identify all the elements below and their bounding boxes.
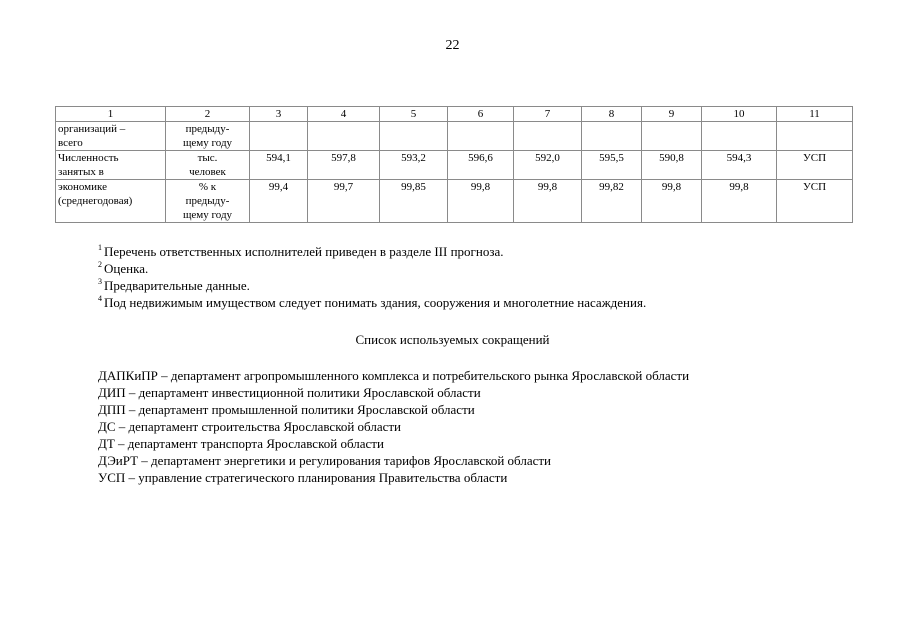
value-cell: 99,82 — [582, 180, 642, 223]
footnote-text: Перечень ответственных исполнителей приведен в разделе III прогноза. — [104, 244, 504, 259]
column-number: 7 — [514, 107, 582, 122]
indicator-name-line: (среднегодовая) — [58, 195, 133, 207]
abbreviation-item: ДПП – департамент промышленной политики Ярославской области — [98, 402, 475, 417]
value-cell: 99,85 — [380, 180, 448, 223]
abbreviation-item: ДС – департамент строительства Ярославской области — [98, 419, 402, 434]
footnote-mark: 4 — [98, 294, 102, 303]
abbreviation-item: ДЭиРТ – департамент энергетики и регулирования тарифов Ярославской области — [98, 453, 552, 468]
column-number: 2 — [166, 107, 250, 122]
footnote-mark: 1 — [98, 243, 102, 252]
value-cell — [380, 122, 448, 151]
unit-line: % к — [198, 181, 217, 193]
value-cell: 99,8 — [514, 180, 582, 223]
indicator-name-line: Численность — [58, 152, 119, 164]
footnote-text: Под недвижимым имуществом следует понимать здания, сооружения и многолетние насаждения. — [104, 295, 647, 310]
value-cell — [448, 122, 514, 151]
unit-line: щему году — [182, 137, 233, 149]
footnote-mark: 3 — [98, 277, 102, 286]
unit-line: щему году — [182, 209, 233, 221]
value-cell — [582, 122, 642, 151]
value-cell: 592,0 — [514, 151, 582, 180]
column-number: 1 — [56, 107, 166, 122]
value-cell — [308, 122, 380, 151]
responsible-cell — [777, 122, 853, 151]
value-cell: 594,1 — [250, 151, 308, 180]
column-number: 3 — [250, 107, 308, 122]
value-cell: 594,3 — [702, 151, 777, 180]
column-number: 9 — [642, 107, 702, 122]
table-header-row — [56, 107, 853, 122]
abbreviation-item: ДТ – департамент транспорта Ярославской области — [98, 436, 384, 451]
indicator-name-cell — [56, 122, 166, 151]
value-cell: 595,5 — [582, 151, 642, 180]
table-row — [56, 151, 853, 180]
footnote-mark: 2 — [98, 260, 102, 269]
column-number: 8 — [582, 107, 642, 122]
footnote-text: Предварительные данные. — [104, 278, 250, 293]
abbreviation-item: ДИП – департамент инвестиционной политики Ярославской области — [98, 385, 481, 400]
value-cell: 99,8 — [448, 180, 514, 223]
footnote — [98, 260, 646, 277]
abbreviations-title: Список используемых сокращений — [355, 332, 550, 347]
forecast-table — [55, 106, 853, 223]
value-cell: 99,4 — [250, 180, 308, 223]
abbreviations-list — [98, 367, 689, 486]
value-cell: 597,8 — [308, 151, 380, 180]
unit-cell — [166, 151, 250, 180]
abbreviation-item: УСП – управление стратегического планирования Правительства области — [98, 470, 508, 485]
abbreviation-item: ДАПКиПР – департамент агропромышленного комплекса и потребительского рынка Ярославской области — [98, 368, 690, 383]
value-cell — [702, 122, 777, 151]
indicator-name-line: организаций – — [58, 123, 126, 135]
unit-cell — [166, 180, 250, 223]
table-row — [56, 122, 853, 151]
value-cell: 590,8 — [642, 151, 702, 180]
value-cell — [642, 122, 702, 151]
responsible-cell: УСП — [777, 151, 853, 180]
unit-line: человек — [189, 166, 226, 178]
column-number: 5 — [380, 107, 448, 122]
unit-line: тыс. — [197, 152, 218, 164]
responsible-cell: УСП — [777, 180, 853, 223]
indicator-name-line: занятых в — [58, 166, 104, 178]
column-number: 11 — [777, 107, 853, 122]
indicator-name-cell — [56, 180, 166, 223]
column-number: 10 — [702, 107, 777, 122]
value-cell — [250, 122, 308, 151]
value-cell: 99,8 — [702, 180, 777, 223]
footnotes — [98, 243, 646, 311]
value-cell: 596,6 — [448, 151, 514, 180]
column-number: 6 — [448, 107, 514, 122]
footnote — [98, 294, 646, 311]
column-number: 4 — [308, 107, 380, 122]
unit-line: предыду- — [185, 123, 230, 135]
page-number: 22 — [445, 38, 460, 53]
unit-cell — [166, 122, 250, 151]
indicator-name-line: всего — [58, 137, 83, 149]
unit-line: предыду- — [185, 195, 230, 207]
table-row — [56, 180, 853, 223]
value-cell: 99,8 — [642, 180, 702, 223]
indicator-name-cell — [56, 151, 166, 180]
value-cell: 99,7 — [308, 180, 380, 223]
footnote — [98, 243, 646, 260]
value-cell — [514, 122, 582, 151]
value-cell: 593,2 — [380, 151, 448, 180]
footnote-text: Оценка. — [104, 261, 149, 276]
footnote — [98, 277, 646, 294]
indicator-name-line: экономике — [58, 181, 107, 193]
